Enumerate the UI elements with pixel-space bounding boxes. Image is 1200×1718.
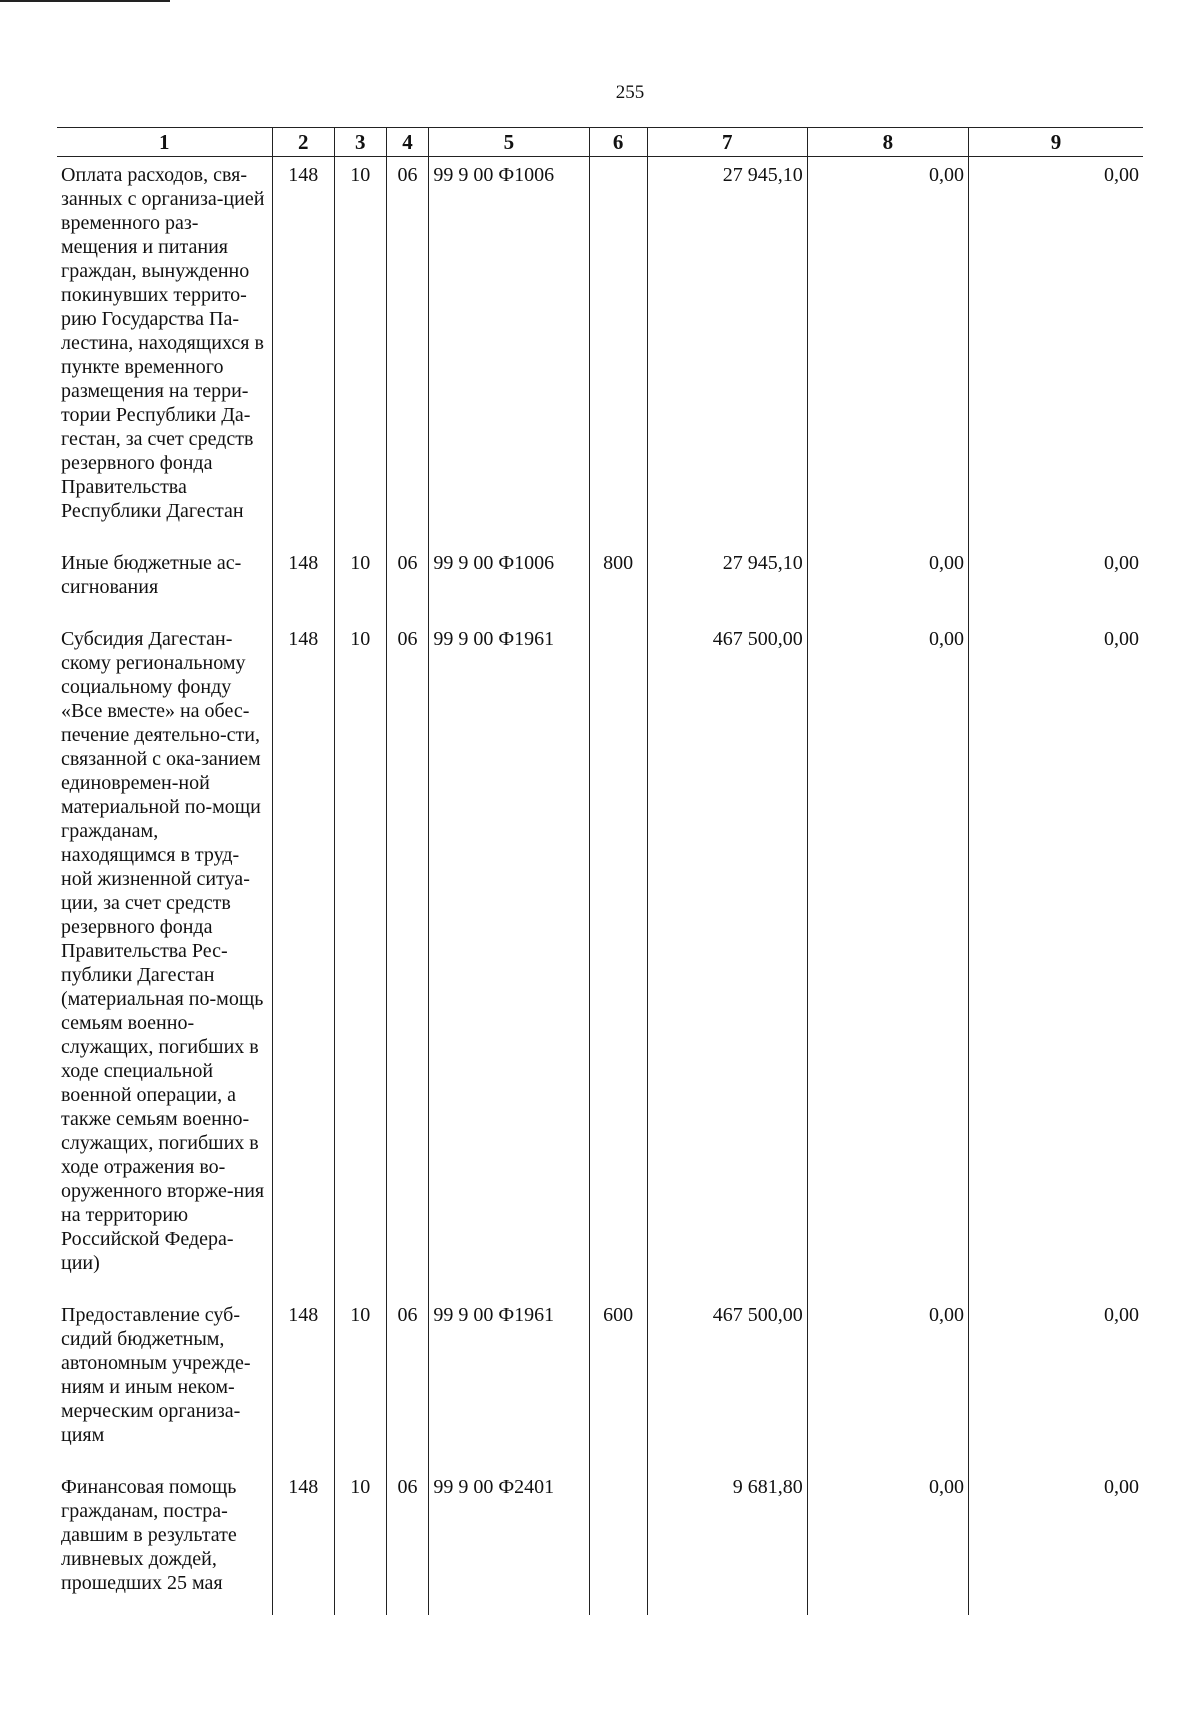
cell-section: 10 — [335, 621, 387, 1297]
cell-amount-7: 27 945,10 — [647, 545, 807, 621]
cell-subsection: 06 — [386, 621, 429, 1297]
cell-section: 10 — [335, 1297, 387, 1469]
cell-expense-type — [589, 157, 647, 546]
table-row — [57, 1297, 1143, 1469]
table-row — [57, 1469, 1143, 1615]
cell-amount-8: 0,00 — [807, 157, 968, 546]
cell-amount-9: 0,00 — [969, 621, 1143, 1297]
cell-section: 10 — [335, 157, 387, 546]
table-row — [57, 157, 1143, 546]
row-name: Финансовая помощь гражданам, постра-давшим в результате ливневых дождей, прошедших 25 мая — [57, 1469, 272, 1615]
column-header: 7 — [647, 128, 807, 157]
row-name: Предоставление суб-сидий бюджетным, автономным учрежде-ниям и иным неком-мерческим организа-циям — [57, 1297, 272, 1469]
row-name: Иные бюджетные ас-сигнования — [57, 545, 272, 621]
cell-expense-type: 800 — [589, 545, 647, 621]
cell-subsection: 06 — [386, 1297, 429, 1469]
cell-grbs: 148 — [272, 621, 335, 1297]
cell-section: 10 — [335, 545, 387, 621]
cell-expense-type — [589, 1469, 647, 1615]
table-row — [57, 621, 1143, 1297]
cell-subsection: 06 — [386, 157, 429, 546]
table-row — [57, 545, 1143, 621]
cell-amount-9: 0,00 — [969, 1469, 1143, 1615]
header-row — [57, 128, 1143, 157]
column-header: 3 — [335, 128, 387, 157]
cell-target: 99 9 00 Ф2401 — [429, 1469, 589, 1615]
cell-grbs: 148 — [272, 1469, 335, 1615]
cell-expense-type: 600 — [589, 1297, 647, 1469]
column-header: 1 — [57, 128, 272, 157]
cell-grbs: 148 — [272, 157, 335, 546]
cell-section: 10 — [335, 1469, 387, 1615]
cell-amount-7: 467 500,00 — [647, 621, 807, 1297]
column-header: 8 — [807, 128, 968, 157]
cell-amount-7: 467 500,00 — [647, 1297, 807, 1469]
column-header: 4 — [386, 128, 429, 157]
row-name: Субсидия Дагестан-скому региональному социальному фонду «Все вместе» на обес-печение деятельно-сти, связанной с ока-занием единовремен-ной материальной по-мощи гражданам, находящимся в труд-ной жизненной ситуа-ции, за счет средств резервного фонда Правительства Рес-публики Дагестан (материальная по-мощь семьям военно-служащих, погибших в ходе специальной военной операции, а также семьям военно-служащих, погибших в ходе отражения во-оруженного вторже-ния на территорию Российской Федера-ции) — [57, 621, 272, 1297]
cell-amount-8: 0,00 — [807, 621, 968, 1297]
cell-expense-type — [589, 621, 647, 1297]
cell-target: 99 9 00 Ф1961 — [429, 621, 589, 1297]
cell-amount-8: 0,00 — [807, 1297, 968, 1469]
cell-amount-9: 0,00 — [969, 1297, 1143, 1469]
cell-amount-7: 27 945,10 — [647, 157, 807, 546]
cell-amount-8: 0,00 — [807, 1469, 968, 1615]
cell-target: 99 9 00 Ф1006 — [429, 545, 589, 621]
cell-target: 99 9 00 Ф1961 — [429, 1297, 589, 1469]
column-header: 2 — [272, 128, 335, 157]
top-rule — [0, 0, 170, 2]
cell-target: 99 9 00 Ф1006 — [429, 157, 589, 546]
column-header: 6 — [589, 128, 647, 157]
budget-table — [57, 127, 1143, 1615]
cell-amount-9: 0,00 — [969, 545, 1143, 621]
cell-amount-7: 9 681,80 — [647, 1469, 807, 1615]
cell-subsection: 06 — [386, 1469, 429, 1615]
cell-subsection: 06 — [386, 545, 429, 621]
row-name: Оплата расходов, свя-занных с организа-цией временного раз-мещения и питания граждан, вынужденно покинувших террито-рию Государства Па-лестина, находящихся в пункте временного размещения на терри-тории Республики Да-гестан, за счет средств резервного фонда Правительства Республики Дагестан — [57, 157, 272, 546]
column-header: 5 — [429, 128, 589, 157]
page-number: 255 — [615, 82, 645, 103]
column-header: 9 — [969, 128, 1143, 157]
cell-amount-8: 0,00 — [807, 545, 968, 621]
cell-amount-9: 0,00 — [969, 157, 1143, 546]
cell-grbs: 148 — [272, 1297, 335, 1469]
cell-grbs: 148 — [272, 545, 335, 621]
